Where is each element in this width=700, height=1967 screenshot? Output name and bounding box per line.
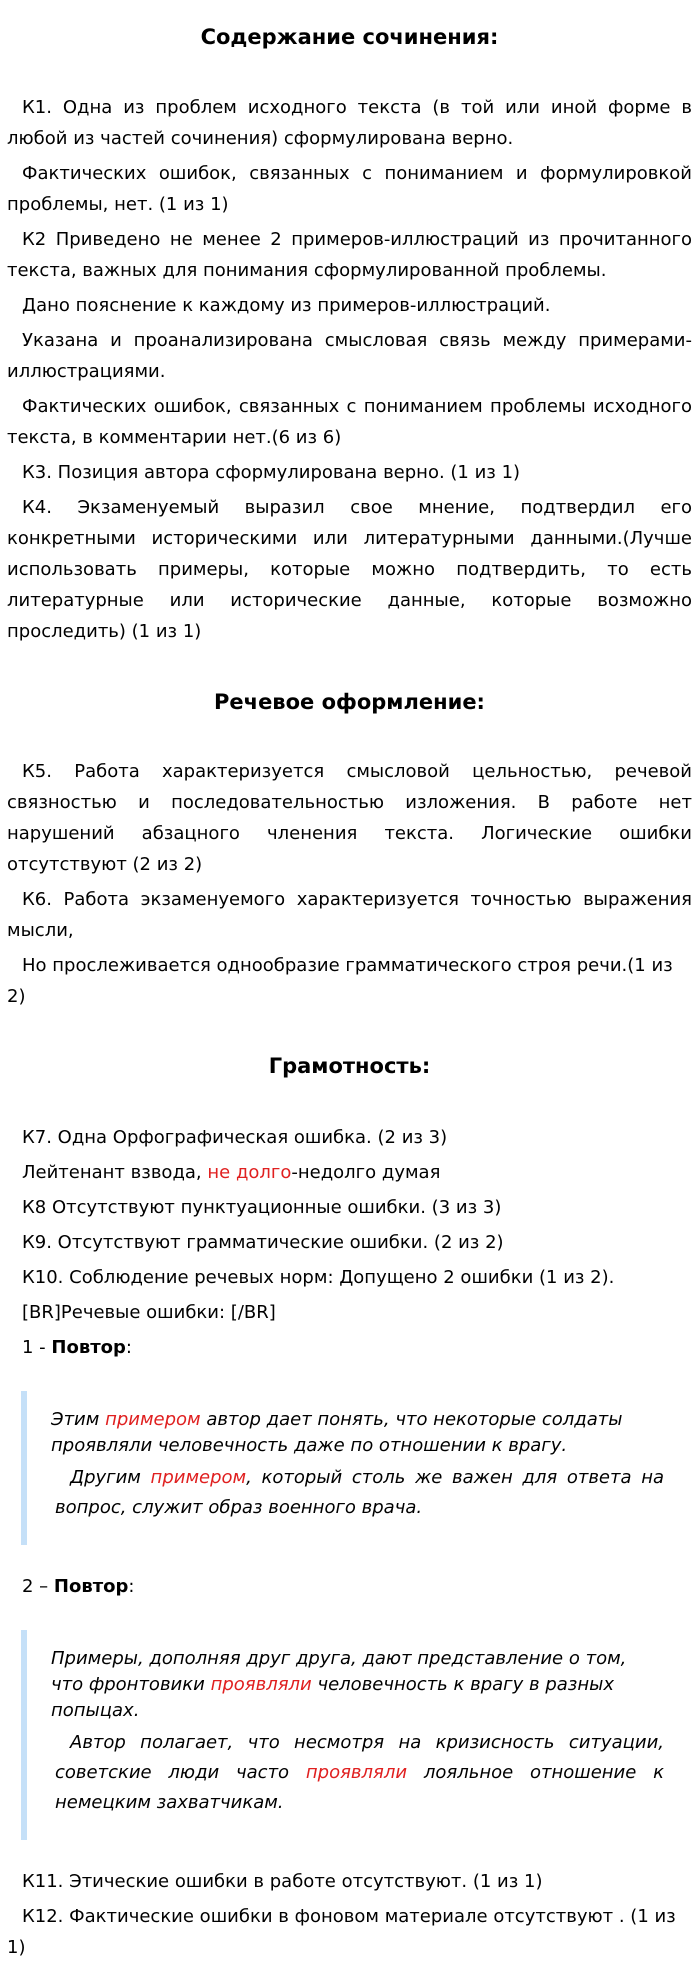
criterion-k2-explanation: Дано пояснение к каждому из примеров-иллюстраций. bbox=[22, 295, 551, 316]
error-number: 2 – bbox=[22, 1576, 54, 1597]
criterion-k11: К11. Этические ошибки в работе отсутствуют. (1 из 1) bbox=[22, 1871, 543, 1892]
quote-text: Другим bbox=[70, 1467, 151, 1488]
error-2-quote bbox=[21, 1630, 692, 1840]
criterion-k5: К5. Работа характеризуется смысловой цельностью, речевой связностью и последовательностью изложения. В работе нет нарушений абзацного членения текста. Логические ошибки отсутствуют (2 из 2) bbox=[7, 761, 692, 875]
quote-text: автор дает понять, что некоторые солдаты проявляли человечность даже по отношении к врагу. bbox=[51, 1409, 623, 1456]
error-type: Повтор bbox=[53, 1576, 129, 1597]
criterion-k2: К2 Приведено не менее 2 примеров-иллюстраций из прочитанного текста, важных для понимания сформулированной проблемы. bbox=[7, 229, 692, 281]
quote-text: Этим bbox=[51, 1409, 106, 1430]
error-colon: : bbox=[128, 1576, 135, 1597]
example-correction: -недолго думая bbox=[291, 1162, 441, 1183]
criterion-k10: К10. Соблюдение речевых норм: Допущено 2 ошибки (1 из 2). bbox=[22, 1267, 615, 1288]
criterion-k4: К4. Экзаменуемый выразил свое мнение, подтвердил его конкретными историческими или литературными данными.(Лучше использовать примеры, которые можно подтвердить, то есть литературные или исторические данные, которые возможно проследить) (1 из 1) bbox=[7, 497, 692, 642]
quote-text: Примеры, дополняя друг друга, дают представление о том, что фронтовики bbox=[51, 1648, 627, 1695]
error-colon: : bbox=[125, 1337, 132, 1358]
criterion-k3: К3. Позиция автора сформулирована верно. (1 из 1) bbox=[22, 462, 521, 483]
criterion-k7: К7. Одна Орфографическая ошибка. (2 из 3) bbox=[22, 1127, 448, 1148]
section-title-speech: Речевое оформление: bbox=[214, 690, 485, 714]
repeated-word: примером bbox=[150, 1467, 247, 1488]
criterion-k2-note: Фактических ошибок, связанных с пониманием проблемы исходного текста, в комментарии нет.(6 из 6) bbox=[7, 396, 692, 448]
criterion-k8: К8 Отсутствуют пунктуационные ошибки. (3 из 3) bbox=[22, 1197, 502, 1218]
example-text: Лейтенант взвода, bbox=[22, 1162, 208, 1183]
criterion-k7-example bbox=[7, 1157, 692, 1188]
error-1-quote bbox=[21, 1391, 692, 1545]
quote-line bbox=[51, 1463, 664, 1523]
criterion-k12: К12. Фактические ошибки в фоновом материале отсутствуют . (1 из 1) bbox=[7, 1906, 676, 1958]
criterion-k6-note: Но прослеживается однообразие грамматического строя речи.(1 из 2) bbox=[7, 955, 673, 1007]
quote-text: человечность к врагу в разных попыцах. bbox=[51, 1674, 614, 1721]
criterion-k2-connection: Указана и проанализирована смысловая связь между примерами-иллюстрациями. bbox=[7, 330, 692, 382]
section-title-content: Содержание сочинения: bbox=[200, 25, 499, 49]
repeated-word: проявляли bbox=[305, 1762, 408, 1783]
criterion-k6: К6. Работа экзаменуемого характеризуется точностью выражения мысли, bbox=[7, 889, 692, 941]
quote-line bbox=[51, 1646, 664, 1724]
quote-text: Автор полагает, что несмотря на кризисность ситуации, советские люди часто bbox=[55, 1732, 664, 1783]
error-2-heading bbox=[7, 1571, 692, 1602]
repeated-word: проявляли bbox=[210, 1674, 312, 1695]
error-type: Повтор bbox=[51, 1337, 126, 1358]
criterion-k1: К1. Одна из проблем исходного текста (в той или иной форме в любой из частей сочинения) сформулирована верно. bbox=[7, 97, 692, 149]
quote-text: , который столь же важен для ответа на вопрос, служит образ военного врача. bbox=[55, 1467, 664, 1518]
speech-errors-label: [BR]Речевые ошибки: [/BR] bbox=[22, 1302, 276, 1323]
error-1-heading bbox=[7, 1332, 692, 1363]
section-title-literacy: Грамотность: bbox=[268, 1054, 431, 1078]
criterion-k1-note: Фактических ошибок, связанных с пониманием и формулировкой проблемы, нет. (1 из 1) bbox=[7, 163, 692, 215]
quote-text: лояльное отношение к немецким захватчикам. bbox=[55, 1762, 664, 1813]
quote-line bbox=[51, 1407, 664, 1459]
criterion-k9: К9. Отсутствуют грамматические ошибки. (2 из 2) bbox=[22, 1232, 504, 1253]
quote-line bbox=[51, 1728, 664, 1818]
repeated-word: примером bbox=[105, 1409, 201, 1430]
error-number: 1 - bbox=[22, 1337, 52, 1358]
spelling-error: не долго bbox=[207, 1162, 292, 1183]
